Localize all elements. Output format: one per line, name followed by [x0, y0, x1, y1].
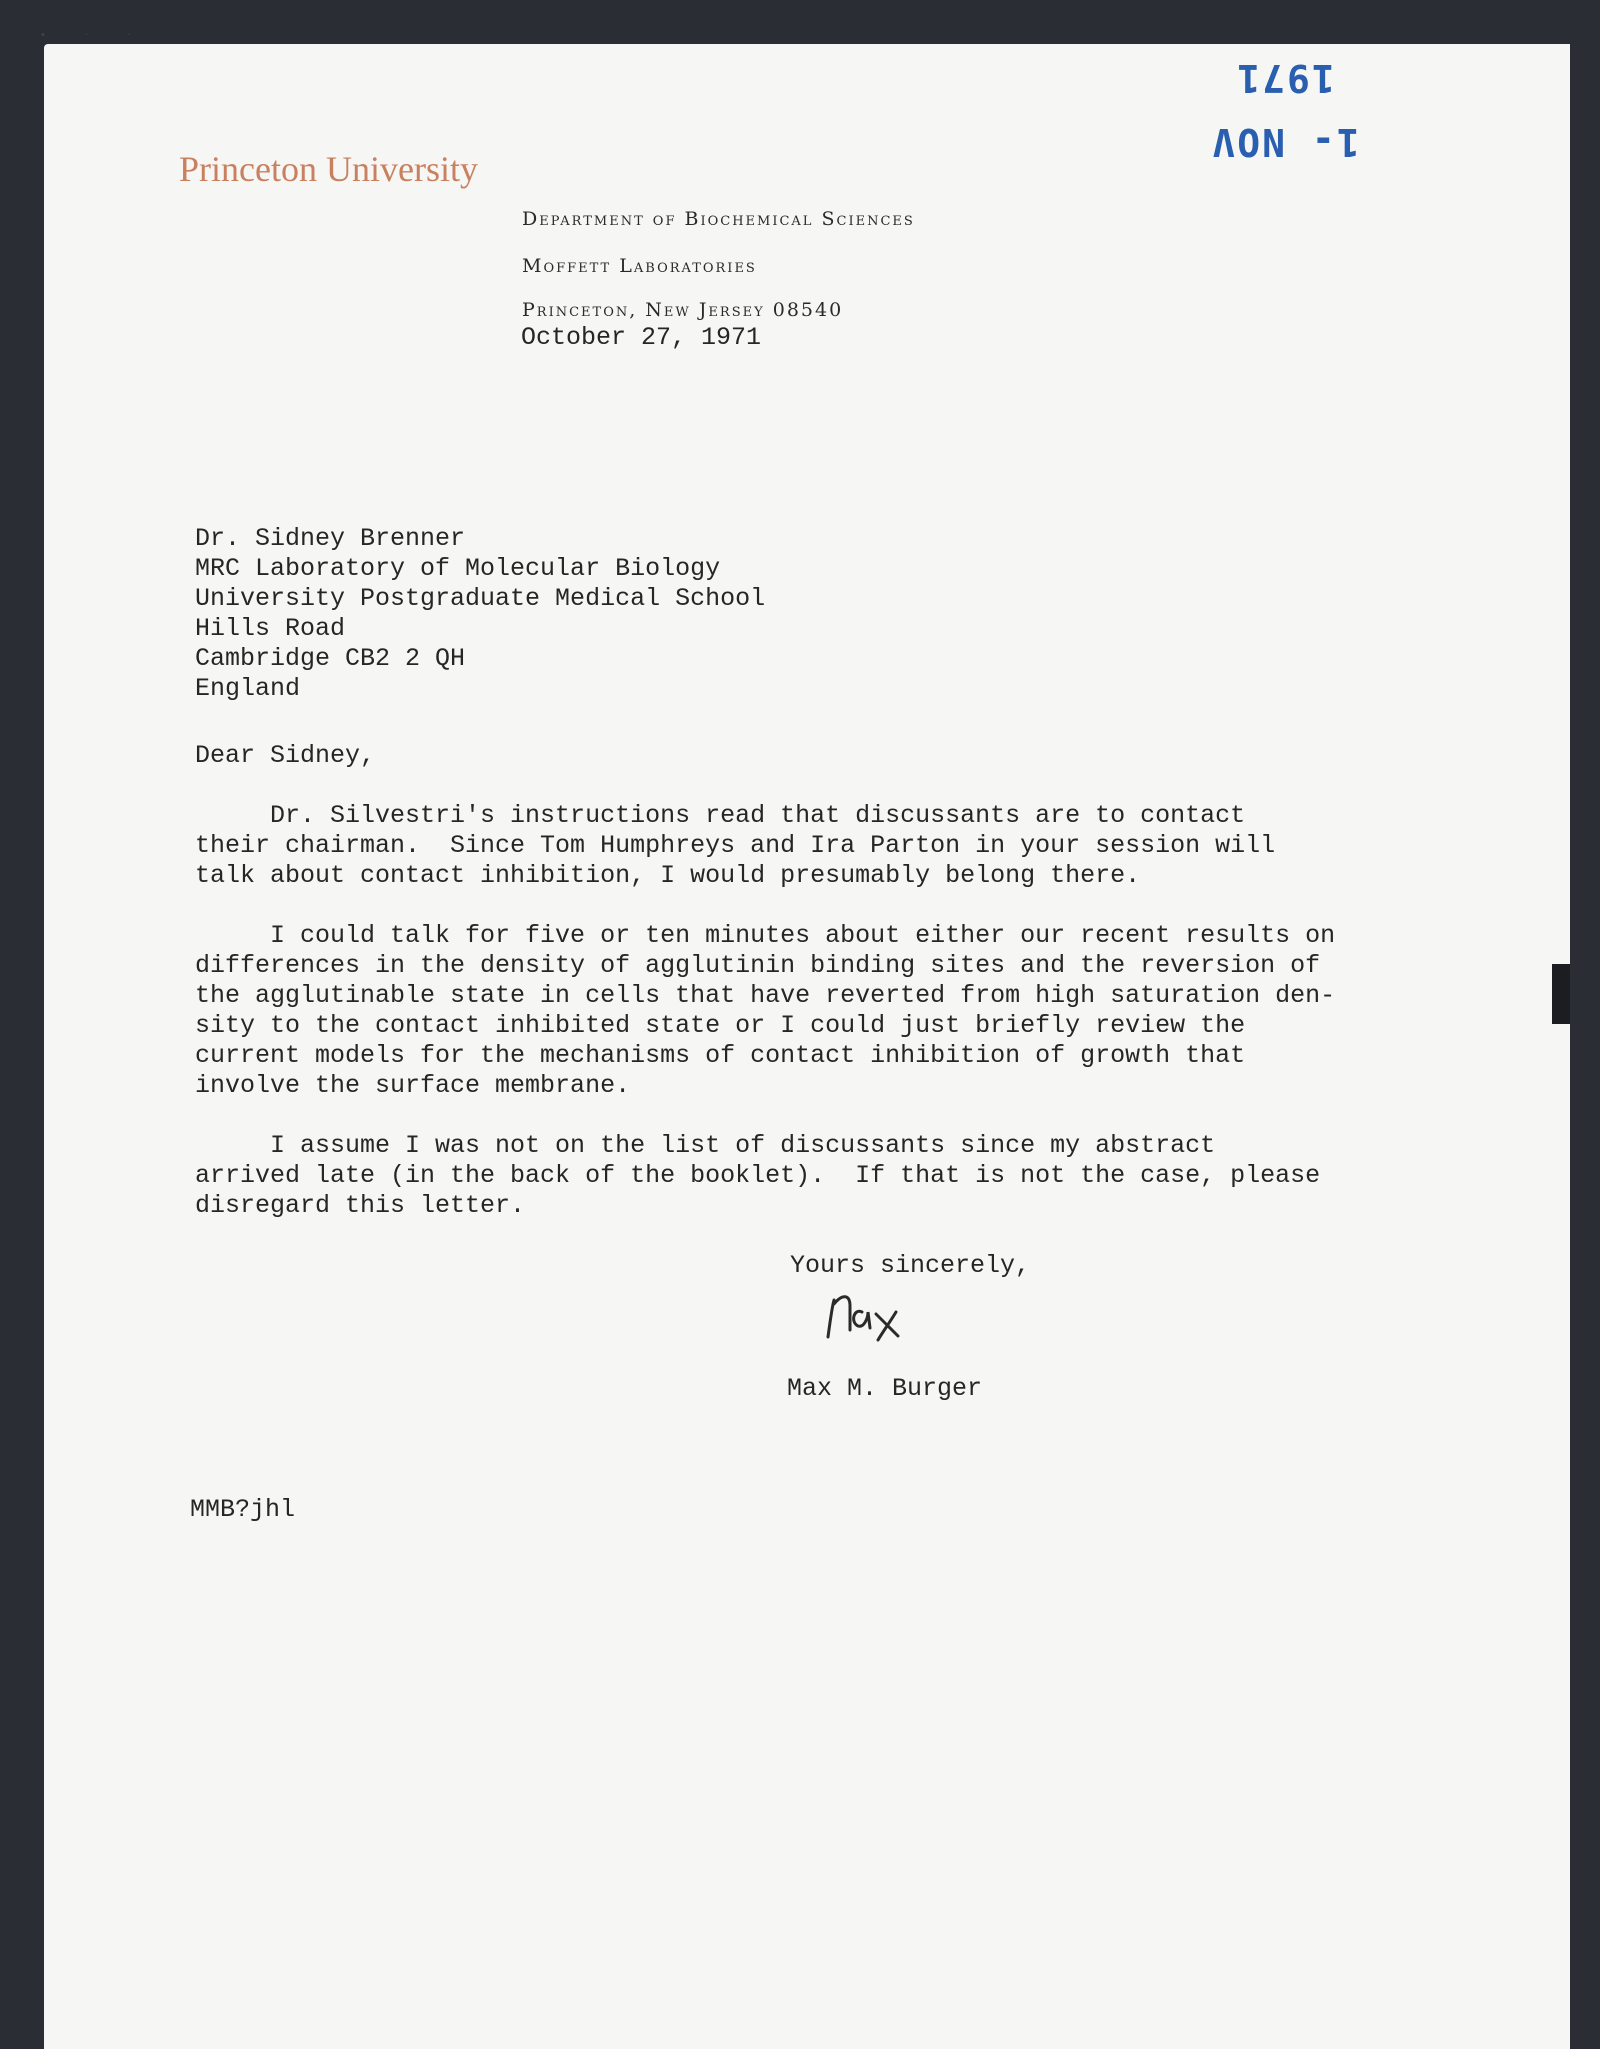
address-line: England — [195, 674, 301, 703]
page-edge-shadow — [1552, 964, 1570, 1024]
recipient-address — [195, 524, 765, 704]
salutation: Dear Sidney, — [195, 741, 376, 770]
closing: Yours sincerely, — [790, 1251, 1031, 1280]
letterhead-department: Department of Biochemical Sciences — [522, 208, 915, 230]
address-line: MRC Laboratory of Molecular Biology — [195, 554, 721, 583]
letterhead-institution: Princeton University — [179, 149, 478, 189]
body-paragraph: I assume I was not on the list of discussants since my abstract arrived late (in the back of the booklet). If that is not the case, please disregard this letter. — [195, 1131, 1321, 1220]
received-date-stamp: 1- NOV 1971 — [1210, 56, 1360, 164]
address-line: Cambridge CB2 2 QH — [195, 644, 466, 673]
address-line: Dr. Sidney Brenner — [195, 524, 466, 553]
body-paragraph: Dr. Silvestri's instructions read that discussants are to contact their chairman. Since Tom Humphreys and Ira Parton in your session will talk about contact inhibition, I would presumably belong there. — [195, 801, 1276, 890]
address-line: Hills Road — [195, 614, 346, 643]
body-paragraph: I could talk for five or ten minutes about either our recent results on differences in the density of agglutinin binding sites and the reversion of the agglutinable state in cells that have reverted from high saturation den- sity to the contact inhibited state or I could just briefly review the current models for the mechanisms of contact inhibition of growth that involve the surface membrane. — [195, 921, 1336, 1100]
reference-initials: MMB?jhl — [190, 1495, 296, 1524]
letterhead-city: Princeton, New Jersey 08540 — [522, 299, 844, 321]
paper-specks: • · · — [40, 30, 149, 41]
address-line: University Postgraduate Medical School — [195, 584, 766, 613]
letterhead-building: Moffett Laboratories — [522, 255, 757, 277]
signer-name: Max M. Burger — [787, 1374, 983, 1403]
letter-date: October 27, 1971 — [521, 323, 762, 352]
handwritten-signature — [820, 1282, 940, 1352]
